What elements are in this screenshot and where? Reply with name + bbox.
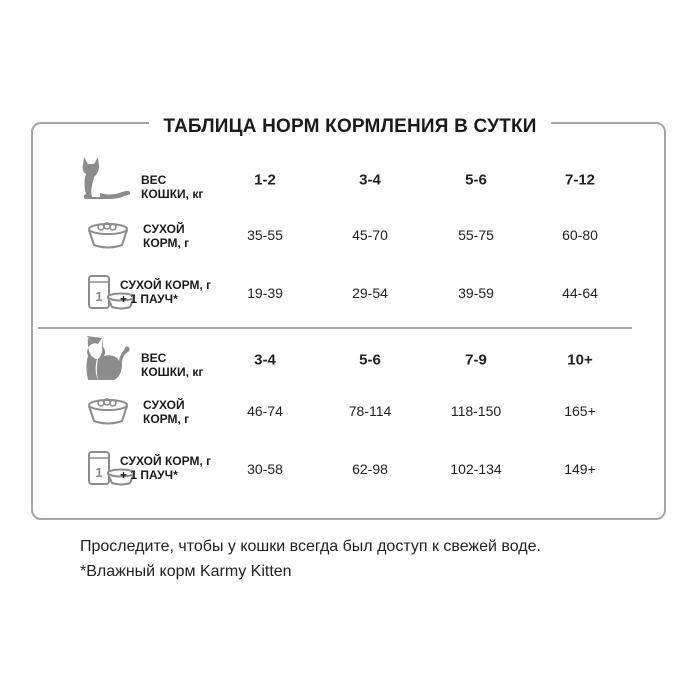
dry-food-cell: 45-70 [352, 227, 388, 243]
weight-cell: 3-4 [254, 351, 276, 369]
dry-food-cell: 46-74 [247, 403, 283, 419]
dry-food-pouch-row [0, 273, 700, 313]
dry-food-cell: 60-80 [562, 227, 598, 243]
weight-label: ВЕС КОШКИ, кг [141, 173, 204, 201]
dry-food-label: СУХОЙ КОРМ, г [143, 222, 190, 250]
dry-food-cell: 78-114 [348, 403, 392, 419]
weight-cell: 10+ [567, 351, 593, 369]
cat-silhouette-icon [80, 334, 134, 384]
wet-food-footnote: *Влажный корм Karmy Kitten [80, 563, 292, 580]
dry-food-pouch-row [0, 449, 700, 489]
table-title: ТАБЛИЦА НОРМ КОРМЛЕНИЯ В СУТКИ [149, 116, 550, 137]
kitten-silhouette-icon [78, 155, 132, 201]
pouch-label: СУХОЙ КОРМ, г + 1 ПАУЧ* [120, 454, 212, 482]
weight-cell: 3-4 [359, 171, 381, 189]
pouch-cell: 102-134 [450, 461, 502, 477]
pouch-label: СУХОЙ КОРМ, г + 1 ПАУЧ* [120, 278, 212, 306]
dry-food-cell: 165+ [564, 403, 596, 419]
dry-food-cell: 118-150 [450, 403, 502, 419]
cat-weight-row [0, 340, 700, 380]
pouch-cell: 62-98 [352, 461, 388, 477]
dry-food-label: СУХОЙ КОРМ, г [143, 398, 190, 426]
weight-cell: 5-6 [359, 351, 381, 369]
dry-food-bowl-icon [86, 220, 130, 250]
pouch-cell: 29-54 [352, 285, 388, 301]
dry-food-row [0, 215, 700, 255]
weight-cell: 1-2 [254, 171, 276, 189]
kitten-weight-row [0, 160, 700, 200]
water-note: Проследите, чтобы у кошки всегда был доступ к свежей воде. [80, 538, 541, 555]
weight-cell: 7-9 [465, 351, 487, 369]
pouch-cell: 19-39 [247, 285, 283, 301]
weight-cell: 7-12 [564, 171, 596, 189]
pouch-number: 1 [95, 465, 103, 480]
dry-food-cell: 55-75 [458, 227, 494, 243]
pouch-cell: 149+ [564, 461, 596, 477]
table-title-wrap [0, 116, 700, 138]
weight-cell: 5-6 [465, 171, 487, 189]
pouch-cell: 44-64 [562, 285, 598, 301]
dry-food-cell: 35-55 [247, 227, 283, 243]
pouch-number: 1 [95, 289, 103, 304]
pouch-cell: 30-58 [247, 461, 283, 477]
pouch-cell: 39-59 [458, 285, 494, 301]
dry-food-bowl-icon [86, 396, 130, 426]
dry-food-row [0, 391, 700, 431]
weight-label: ВЕС КОШКИ, кг [141, 351, 204, 379]
section-divider [38, 327, 632, 329]
